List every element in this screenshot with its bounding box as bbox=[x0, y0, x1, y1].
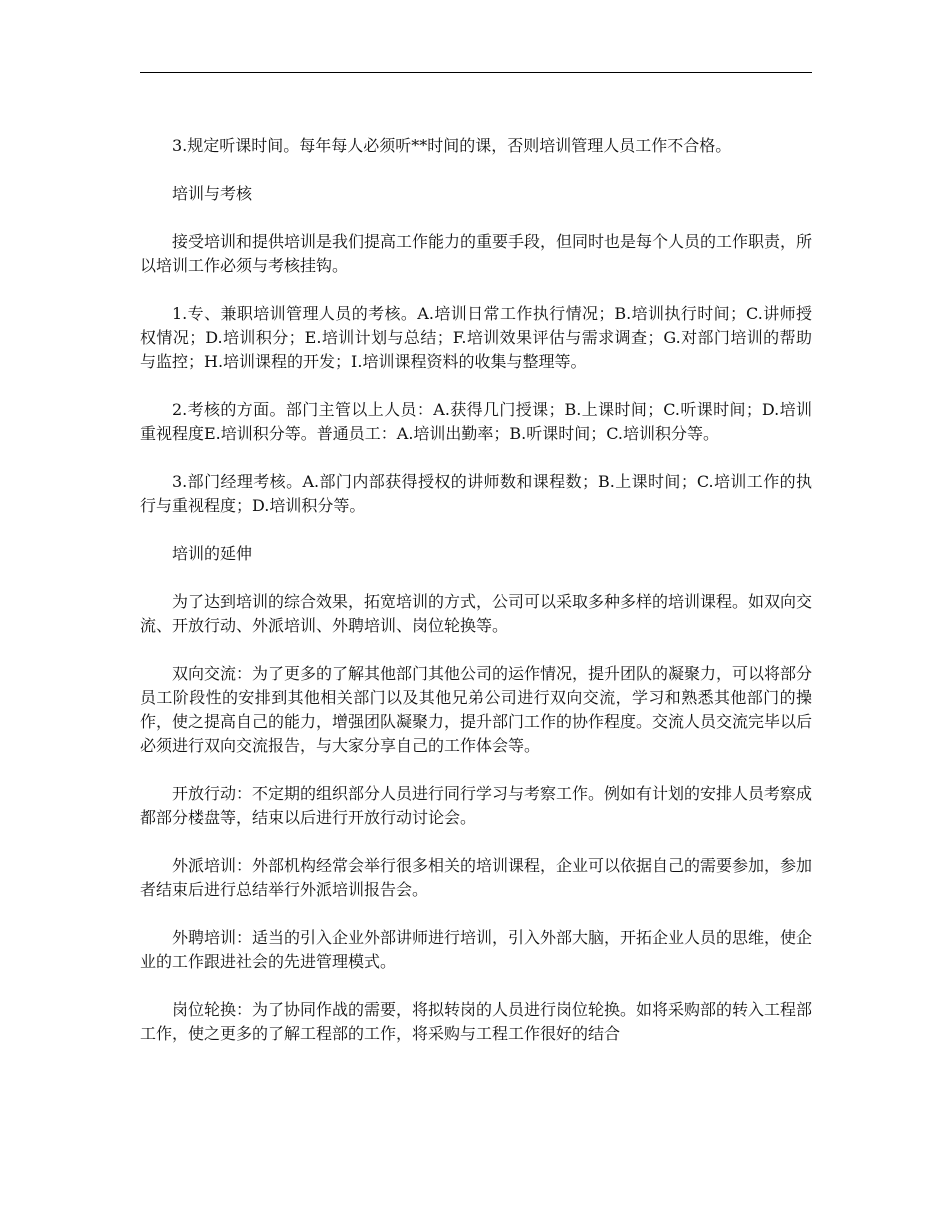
paragraph-open-action: 开放行动：不定期的组织部分人员进行同行学习与考察工作。例如有计划的安排人员考察成都部分楼盘等，结束以后进行开放行动讨论会。 bbox=[140, 784, 813, 827]
paragraph-manager-assessment: 1.专、兼职培训管理人员的考核。A.培训日常工作执行情况；B.培训执行时间；C.讲师授权情况；D.培训积分；E.培训计划与总结；F.培训效果评估与需求调查；G.对部门培训的帮助与监控；H.培训课程的开发；I.培训课程资料的收集与整理等。 bbox=[140, 304, 812, 371]
paragraph-listening-time: 3.规定听课时间。每年每人必须听**时间的课，否则培训管理人员工作不合格。 bbox=[172, 136, 732, 155]
section-heading-training-assessment: 培训与考核 bbox=[172, 184, 253, 203]
document-body bbox=[140, 134, 812, 1070]
paragraph-external-training: 外派培训：外部机构经常会举行很多相关的培训课程，企业可以依据自己的需要参加，参加者结束后进行总结举行外派培训报告会。 bbox=[140, 856, 813, 899]
paragraph-training-methods: 为了达到培训的综合效果，拓宽培训的方式，公司可以采取多种多样的培训课程。如双向交流、开放行动、外派培训、外聘培训、岗位轮换等。 bbox=[140, 592, 813, 635]
paragraph-training-duty: 接受培训和提供培训是我们提高工作能力的重要手段，但同时也是每个人员的工作职责，所以培训工作必须与考核挂钩。 bbox=[140, 232, 813, 275]
paragraph-department-manager-assessment: 3.部门经理考核。A.部门内部获得授权的讲师数和课程数；B.上课时间；C.培训工作的执行与重视程度；D.培训积分等。 bbox=[140, 472, 812, 515]
paragraph-assessment-aspects: 2.考核的方面。部门主管以上人员：A.获得几门授课；B.上课时间；C.听课时间；D.培训重视程度E.培训积分等。普通员工：A.培训出勤率；B.听课时间；C.培训积分等。 bbox=[140, 400, 812, 443]
paragraph-job-rotation: 岗位轮换：为了协同作战的需要，将拟转岗的人员进行岗位轮换。如将采购部的转入工程部工作，使之更多的了解工程部的工作，将采购与工程工作很好的结合 bbox=[140, 1000, 813, 1043]
section-heading-training-extension: 培训的延伸 bbox=[172, 544, 253, 563]
header-rule bbox=[140, 72, 812, 73]
paragraph-two-way-exchange: 双向交流：为了更多的了解其他部门其他公司的运作情况，提升团队的凝聚力，可以将部分员工阶段性的安排到其他相关部门以及其他兄弟公司进行双向交流，学习和熟悉其他部门的操作，使之提高自己的能力，增强团队凝聚力，提升部门工作的协作程度。交流人员交流完毕以后必须进行双向交流报告，与大家分享自己的工作体会等。 bbox=[140, 664, 813, 755]
paragraph-hired-trainer: 外聘培训：适当的引入企业外部讲师进行培训，引入外部大脑，开拓企业人员的思维，使企业的工作跟进社会的先进管理模式。 bbox=[140, 928, 813, 971]
